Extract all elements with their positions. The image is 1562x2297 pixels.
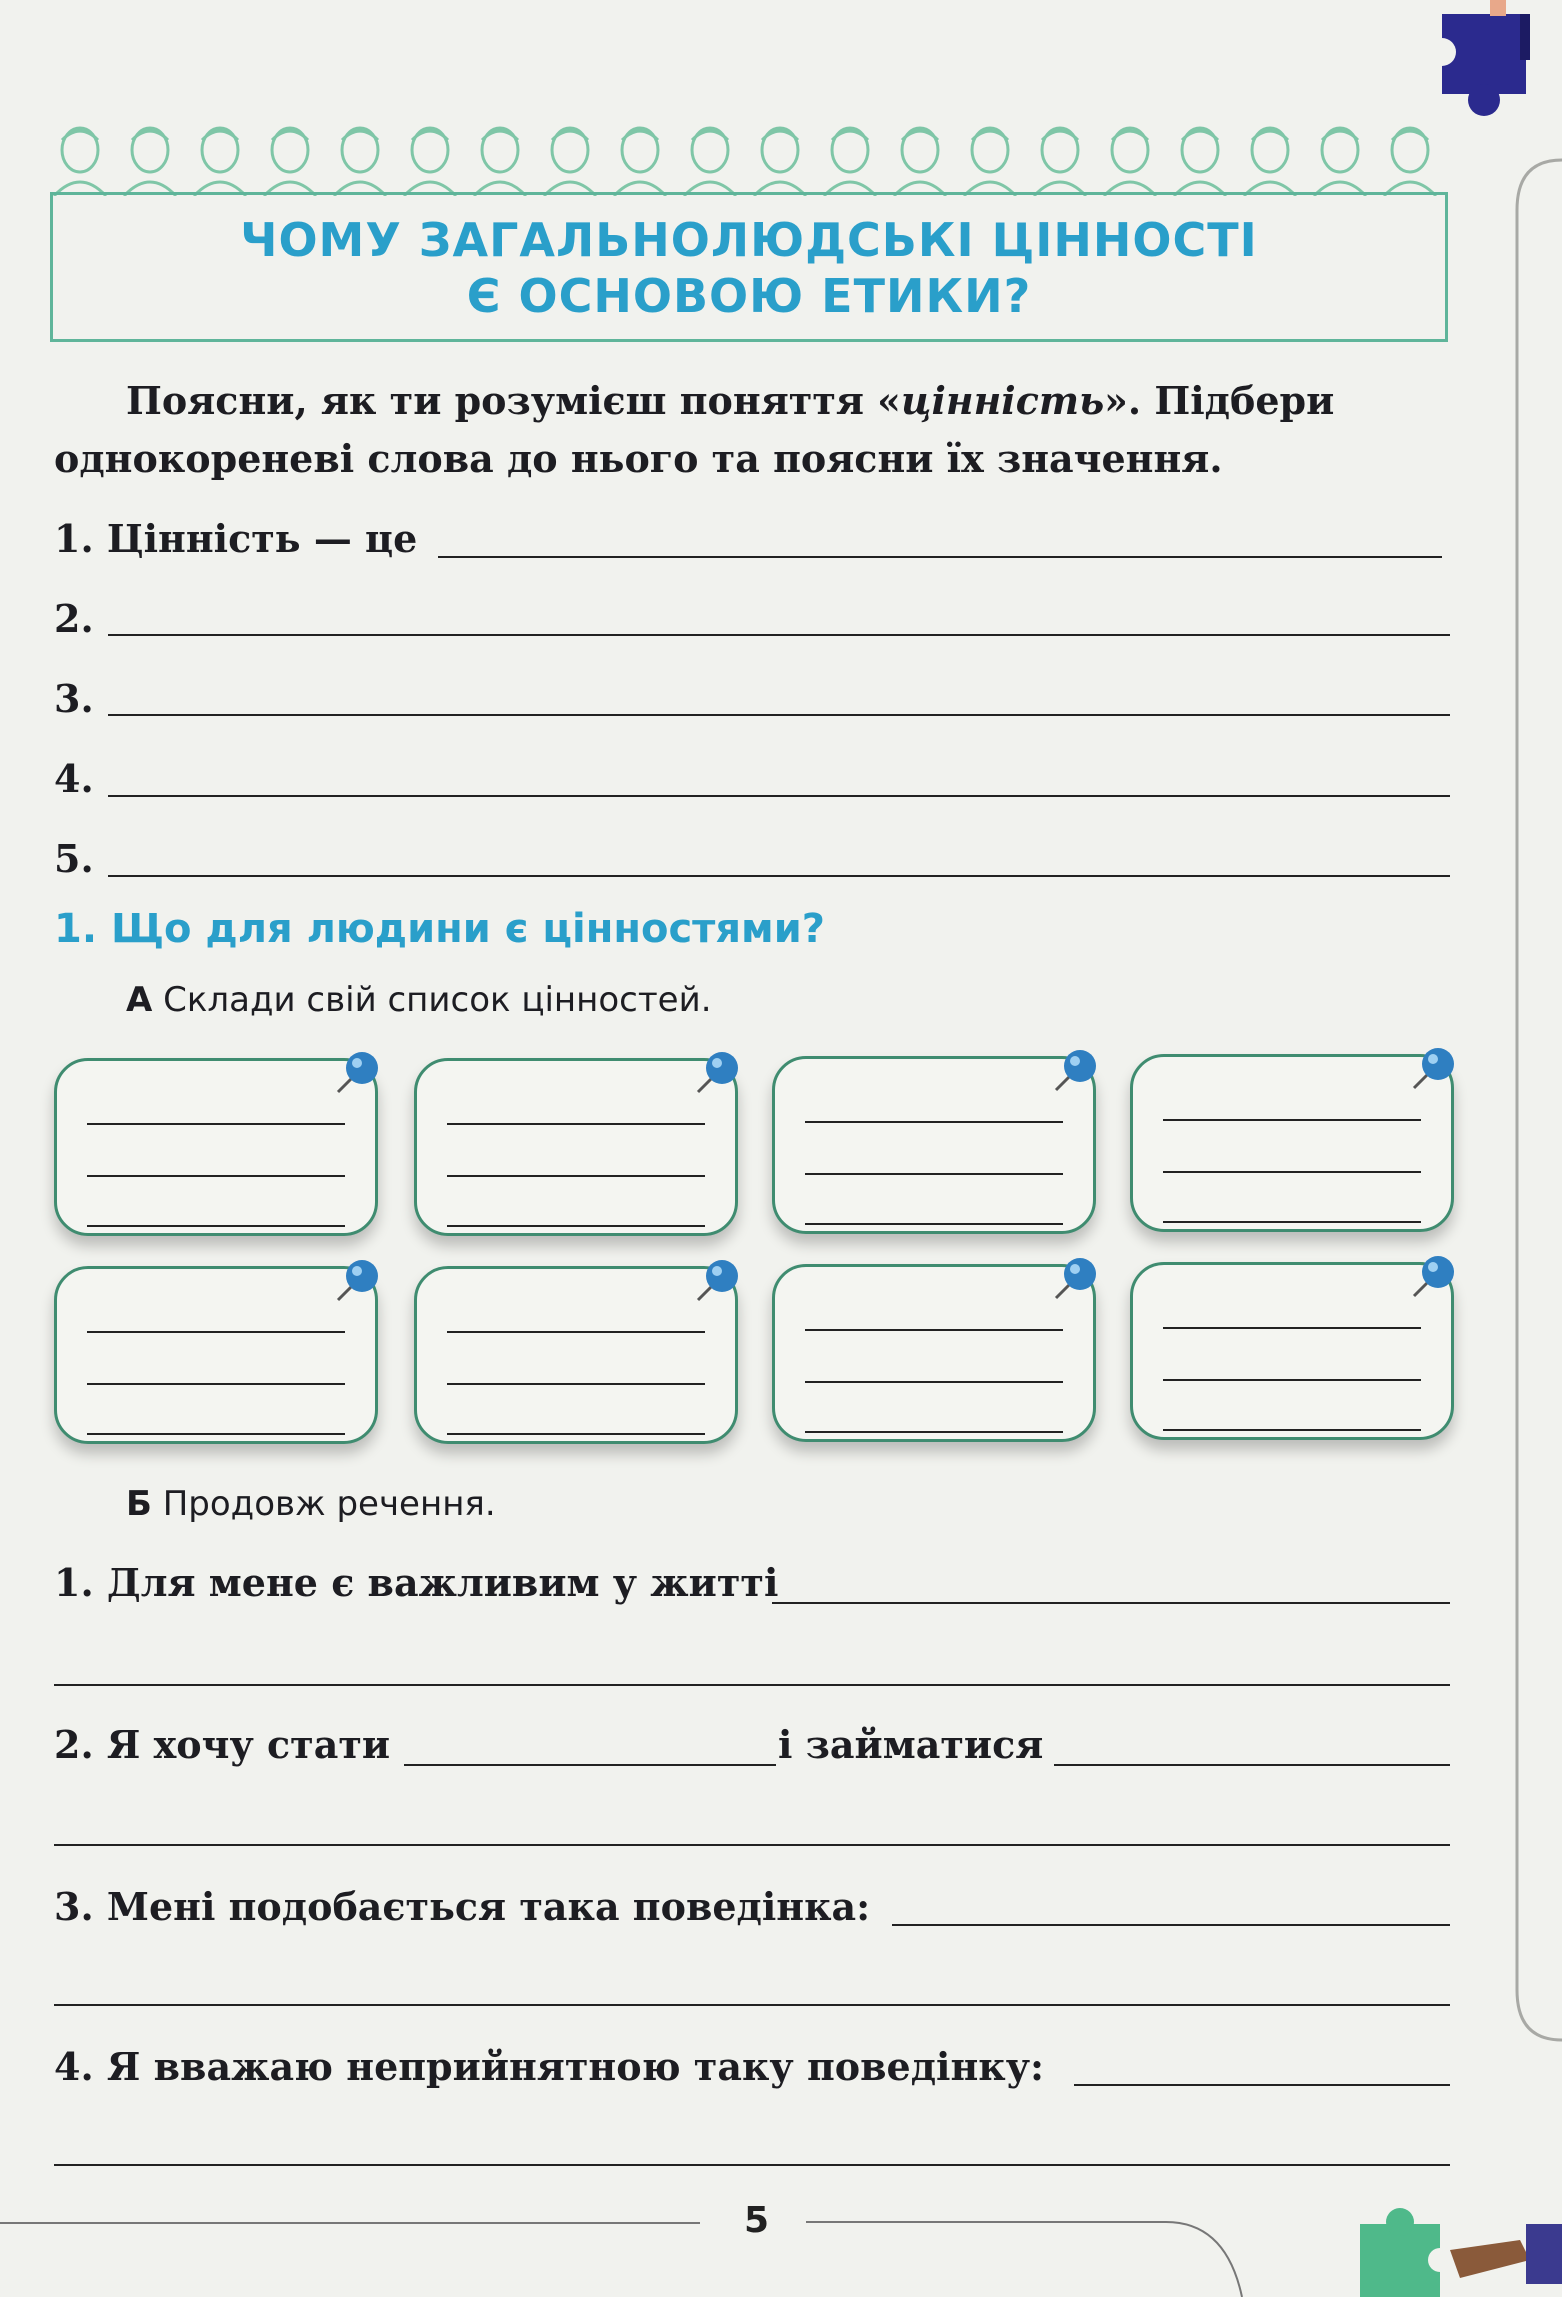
sentence-4-label: 4. Я вважаю неприйнятною таку поведінку: bbox=[54, 2044, 1045, 2089]
task-b-label: Б Продовж речення. bbox=[126, 1484, 496, 1524]
answer-line-5[interactable] bbox=[108, 875, 1450, 877]
term-cinnist: цінність bbox=[900, 378, 1105, 423]
sentence-2-line-b[interactable] bbox=[1054, 1764, 1450, 1766]
sentence-1-line-2[interactable] bbox=[54, 1684, 1450, 1686]
sentence-2-label-b: і займатися bbox=[778, 1722, 1044, 1767]
footer-rule-right bbox=[806, 2208, 1266, 2297]
intro-line2: однокореневі слова до нього та поясни їх значення. bbox=[54, 436, 1223, 481]
puzzle-piece-icon bbox=[1430, 0, 1540, 125]
sentence-4-line-2[interactable] bbox=[54, 2164, 1450, 2166]
faces-illustration bbox=[50, 118, 1450, 196]
page-number: 5 bbox=[744, 2200, 770, 2241]
intro-paragraph bbox=[54, 372, 1450, 488]
item-2-label: 2. bbox=[54, 596, 94, 641]
answer-line-3[interactable] bbox=[108, 714, 1450, 716]
page-title-line2: Є ОСНОВОЮ ЕТИКИ? bbox=[466, 269, 1032, 323]
push-pin-icon bbox=[1048, 1252, 1102, 1306]
sentence-4-line[interactable] bbox=[1074, 2084, 1450, 2086]
footer-rule-left bbox=[0, 2222, 700, 2224]
answer-line-1[interactable] bbox=[438, 556, 1442, 558]
answer-line-2[interactable] bbox=[108, 634, 1450, 636]
push-pin-icon bbox=[330, 1046, 384, 1100]
intro-line1: Поясни, як ти розумієш поняття «цінність». Підбери bbox=[126, 378, 1335, 423]
page-title-line1: ЧОМУ ЗАГАЛЬНОЛЮДСЬКІ ЦІННОСТІ bbox=[240, 213, 1258, 267]
push-pin-icon bbox=[330, 1254, 384, 1308]
sentence-2-label: 2. Я хочу стати bbox=[54, 1722, 391, 1767]
sentence-3-line-2[interactable] bbox=[54, 2004, 1450, 2006]
item-3-label: 3. bbox=[54, 676, 94, 721]
sentence-1-line[interactable] bbox=[772, 1602, 1450, 1604]
item-4-label: 4. bbox=[54, 756, 94, 801]
push-pin-icon bbox=[1406, 1250, 1460, 1304]
sentence-3-line[interactable] bbox=[892, 1924, 1450, 1926]
push-pin-icon bbox=[1406, 1042, 1460, 1096]
item-1-label: 1. Цінність — це bbox=[54, 516, 418, 561]
puzzle-hand-icon bbox=[1340, 2200, 1562, 2297]
task-a-label: А Склади свій список цінностей. bbox=[126, 980, 712, 1020]
sentence-3-label: 3. Мені подобається така поведінка: bbox=[54, 1884, 871, 1929]
push-pin-icon bbox=[690, 1046, 744, 1100]
section-1-heading: 1. Що для людини є цінностями? bbox=[54, 906, 825, 952]
sentence-2-line-2[interactable] bbox=[54, 1844, 1450, 1846]
answer-line-4[interactable] bbox=[108, 795, 1450, 797]
title-box bbox=[50, 192, 1448, 342]
sentence-1-label: 1. Для мене є важливим у житті bbox=[54, 1560, 779, 1605]
sentence-2-line-a[interactable] bbox=[404, 1764, 776, 1766]
push-pin-icon bbox=[690, 1254, 744, 1308]
item-5-label: 5. bbox=[54, 836, 94, 881]
push-pin-icon bbox=[1048, 1044, 1102, 1098]
page-edge-decoration bbox=[1505, 150, 1562, 2050]
